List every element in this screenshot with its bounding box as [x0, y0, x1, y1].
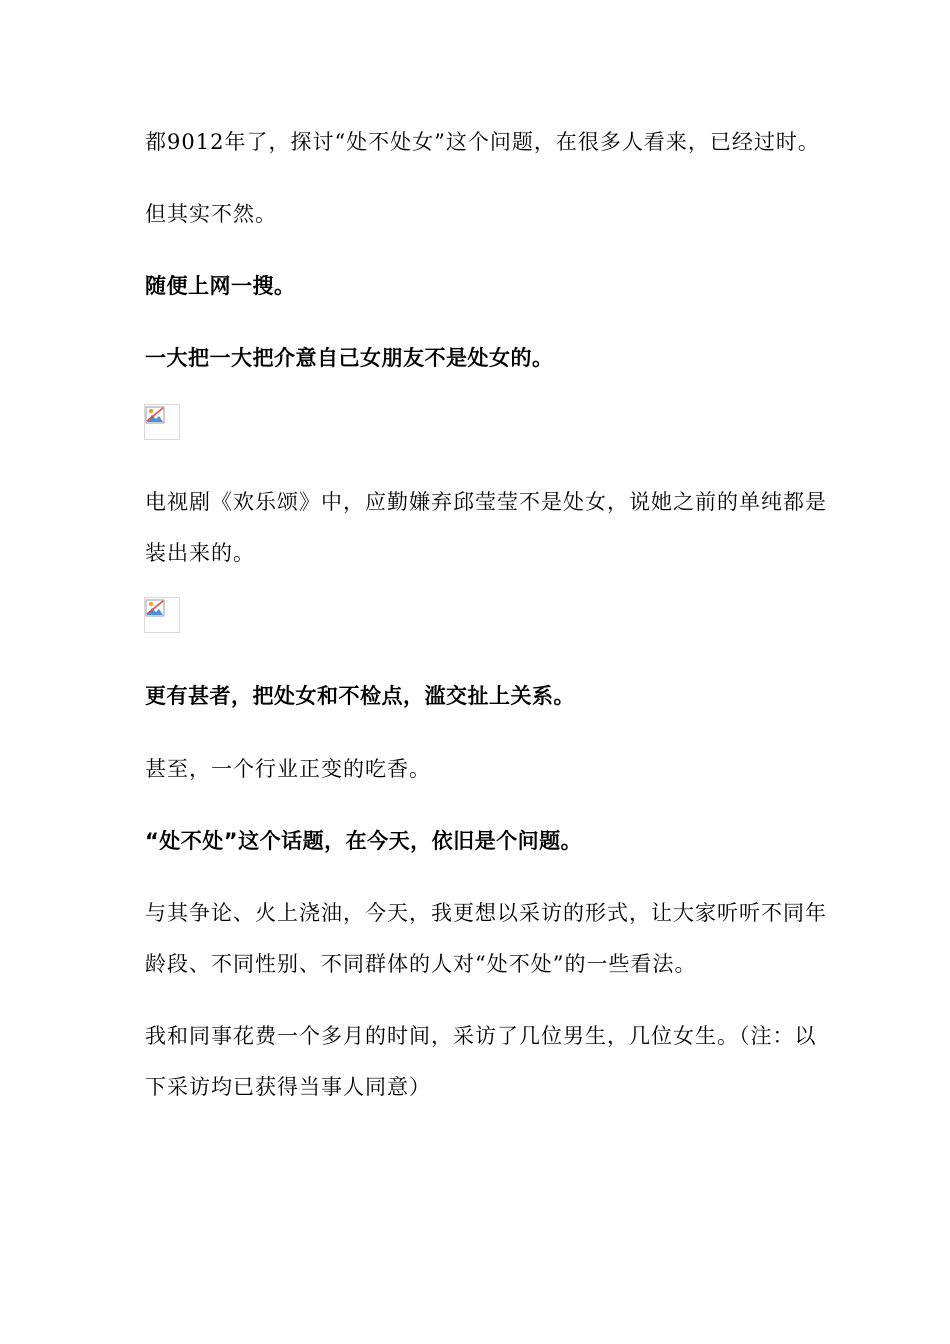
broken-image-icon — [145, 598, 181, 634]
paragraph-interview-note-1: 我和同事花费一个多月的时间，采访了几位男生，几位女生。（注：以 — [145, 1024, 817, 1048]
paragraph-many-care: 一大把一大把介意自己女朋友不是处女的。 — [145, 346, 554, 370]
paragraph-but-not-so: 但其实不然。 — [145, 202, 277, 226]
broken-image-icon — [144, 404, 180, 440]
paragraph-still-issue: “处不处”这个话题，在今天，依旧是个问题。 — [145, 829, 583, 853]
paragraph-tv-drama-1: 电视剧《欢乐颂》中，应勤嫌弃邱莹莹不是处女，说她之前的单纯都是 — [145, 490, 827, 514]
paragraph-interview-note-2: 下采访均已获得当事人同意） — [145, 1075, 431, 1099]
paragraph-interview-intro-2: 龄段、不同性别、不同群体的人对“处不处”的一些看法。 — [145, 952, 697, 976]
paragraph-interview-intro-1: 与其争论、火上浇油，今天，我更想以采访的形式，让大家听听不同年 — [145, 901, 827, 925]
paragraph-intro: 都9012年了，探讨“处不处女”这个问题，在很多人看来，已经过时。 — [145, 130, 820, 154]
paragraph-industry: 甚至，一个行业正变的吃香。 — [145, 757, 431, 781]
paragraph-even-worse: 更有甚者，把处女和不检点，滥交扯上关系。 — [145, 684, 575, 708]
paragraph-tv-drama-2: 装出来的。 — [145, 541, 255, 565]
broken-image-icon — [145, 405, 181, 441]
broken-image-icon — [144, 597, 180, 633]
paragraph-search-online: 随便上网一搜。 — [145, 274, 296, 298]
